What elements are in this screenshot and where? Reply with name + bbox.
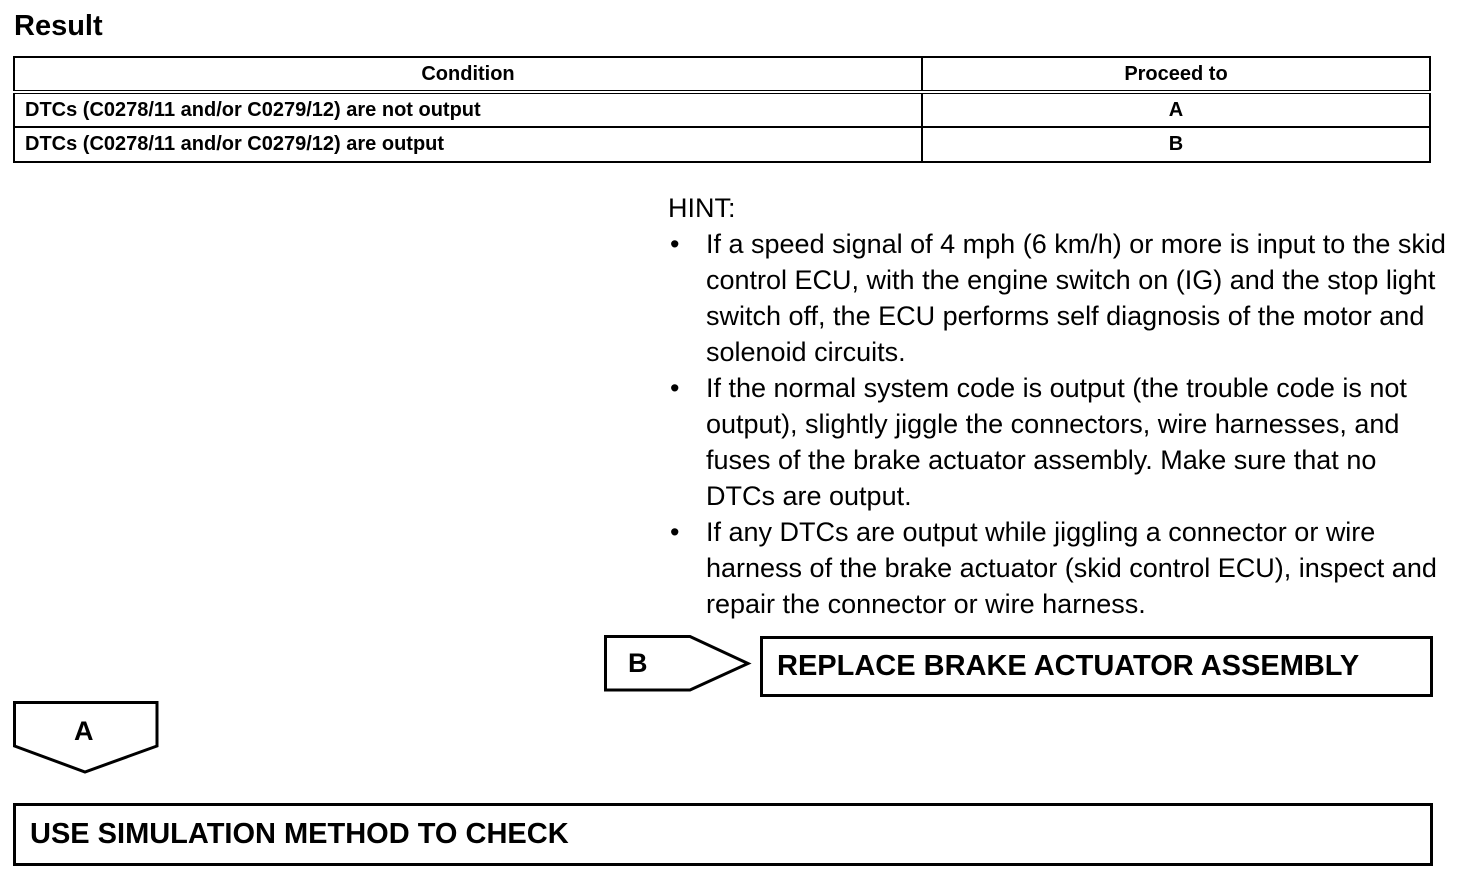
table-row — [14, 92, 1430, 127]
simulation-method-box — [13, 803, 1433, 866]
hint-block — [668, 190, 1448, 622]
column-header-condition: Condition — [14, 57, 922, 92]
hint-item-text: If a speed signal of 4 mph (6 km/h) or more is input to the skid control ECU, with the engine switch on (IG) and the stop light switch off, the ECU performs self diagnosis of the motor and solenoid circuits. — [706, 229, 1446, 367]
condition-cell: DTCs (C0278/11 and/or C0279/12) are not output — [14, 92, 922, 127]
proceed-cell: B — [922, 127, 1430, 162]
section-heading: Result — [14, 10, 103, 42]
condition-cell: DTCs (C0278/11 and/or C0279/12) are output — [14, 127, 922, 162]
hint-item — [668, 514, 1448, 622]
column-header-proceed-to: Proceed to — [922, 57, 1430, 92]
hint-item — [668, 370, 1448, 514]
hint-title: HINT: — [668, 193, 736, 223]
hint-item-text: If any DTCs are output while jiggling a connector or wire harness of the brake actuator (skid control ECU), inspect and repair the connector or wire harness. — [706, 517, 1437, 619]
branch-a-label: A — [74, 716, 94, 746]
hint-list — [668, 226, 1448, 622]
proceed-cell: A — [922, 92, 1430, 127]
branch-b-arrow-icon — [604, 635, 754, 693]
replace-brake-actuator-text: REPLACE BRAKE ACTUATOR ASSEMBLY — [777, 650, 1360, 682]
bullet-icon: • — [670, 373, 680, 403]
table-row — [14, 127, 1430, 162]
bullet-icon: • — [670, 517, 680, 547]
hint-item-text: If the normal system code is output (the trouble code is not output), slightly jiggle the connectors, wire harnesses, and fuses of the brake actuator assembly. Make sure that no DTCs are output. — [706, 373, 1407, 511]
table-header-row — [14, 57, 1430, 92]
bullet-icon: • — [670, 229, 680, 259]
replace-brake-actuator-box — [760, 636, 1433, 697]
hint-item — [668, 226, 1448, 370]
simulation-method-text: USE SIMULATION METHOD TO CHECK — [30, 818, 569, 850]
branch-b-label: B — [628, 648, 648, 678]
result-table — [13, 56, 1431, 163]
